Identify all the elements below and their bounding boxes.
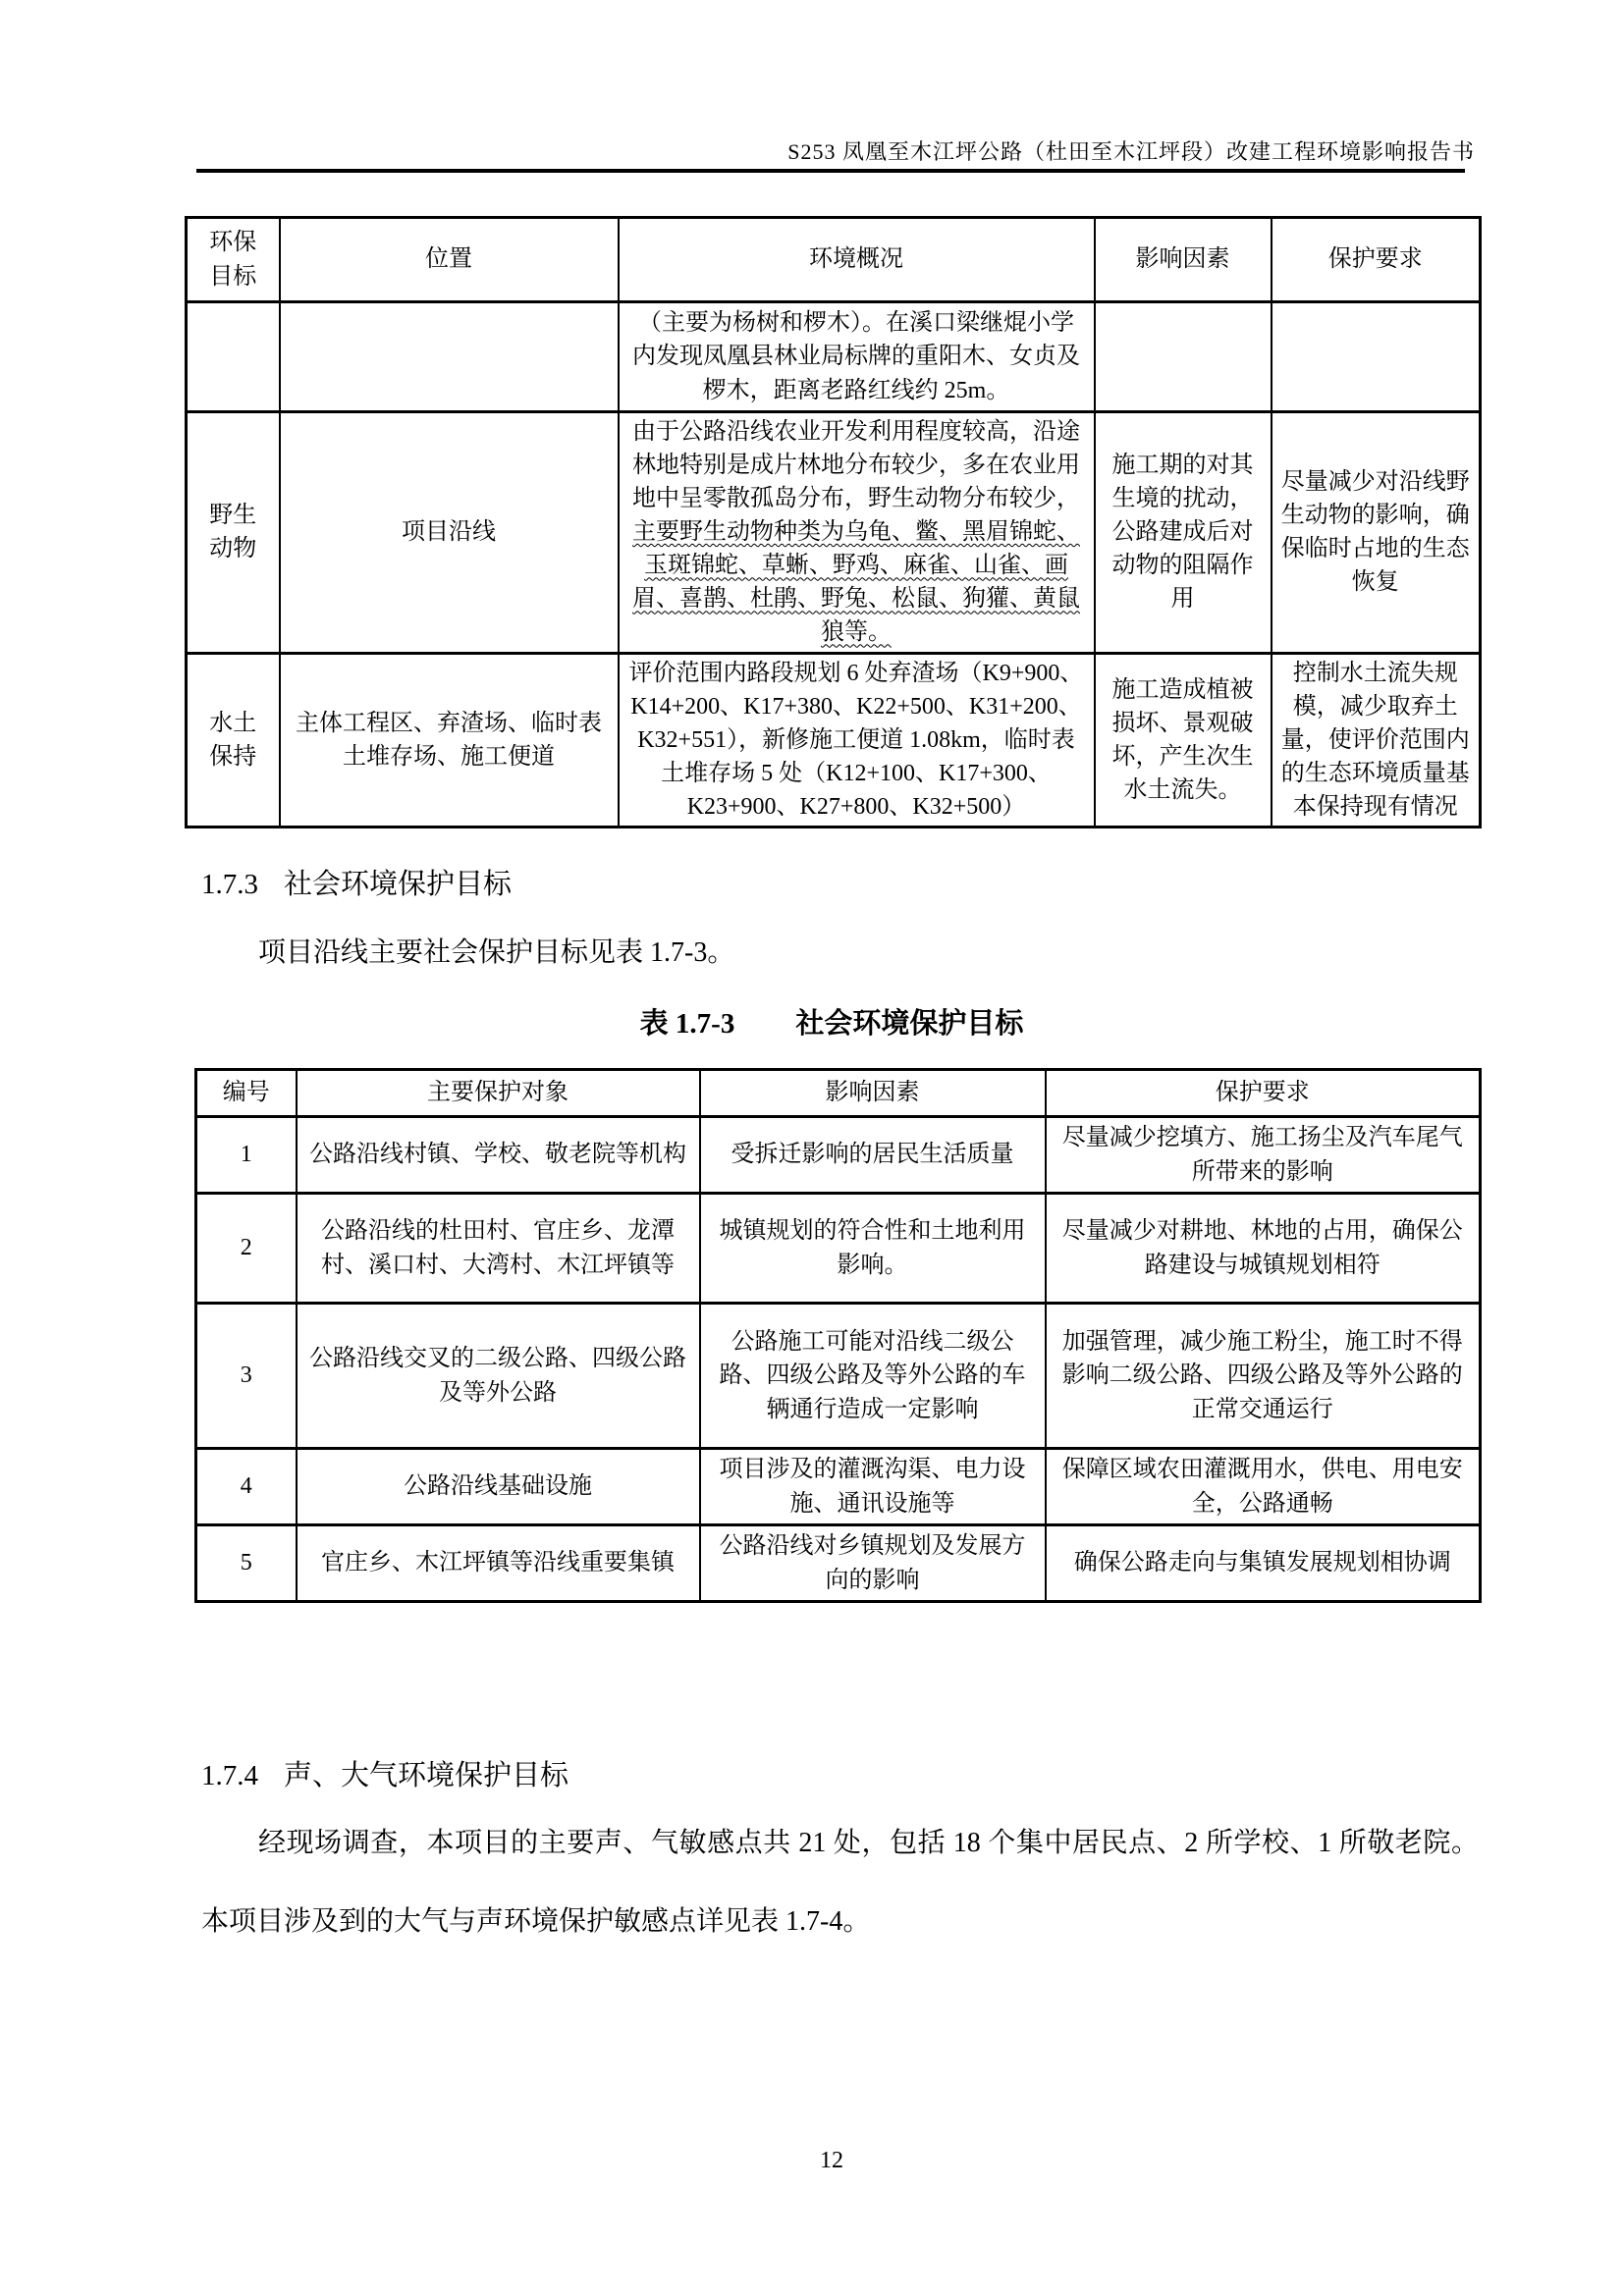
cell-requirements <box>1272 302 1481 412</box>
table-row <box>196 1117 1481 1194</box>
eco-protection-table <box>185 216 1482 828</box>
table-row <box>196 1304 1481 1449</box>
cell-requirements: 尽量减少对沿线野生动物的影响，确保临时占地的生态恢复 <box>1272 412 1481 654</box>
section-number: 1.7.3 <box>201 869 258 900</box>
cell-object: 官庄乡、木江坪镇等沿线重要集镇 <box>297 1525 700 1602</box>
cell-target: 水土保持 <box>187 653 280 827</box>
table-row <box>196 1194 1481 1304</box>
section-heading-1-7-4 <box>201 1753 568 1793</box>
report-header-title: S253 凤凰至木江坪公路（杜田至木江坪段）改建工程环境影响报告书 <box>787 139 1475 164</box>
cell-target <box>187 302 280 412</box>
cell-object: 公路沿线基础设施 <box>297 1449 700 1525</box>
table-row <box>187 653 1481 827</box>
cell-location: 项目沿线 <box>280 412 619 654</box>
column-header-location: 位置 <box>280 218 619 302</box>
page-number: 12 <box>820 2148 843 2173</box>
cell-factors: 公路沿线对乡镇规划及发展方向的影响 <box>700 1525 1046 1602</box>
cell-requirements: 加强管理，减少施工粉尘，施工时不得影响二级公路、四级公路及等外公路的正常交通运行 <box>1046 1304 1481 1449</box>
cell-overview: 评价范围内路段规划 6 处弃渣场（K9+900、K14+200、K17+380、K22+500、K31+200、K32+551），新修施工便道 1.08km，临时表土堆存场 5 处（K12+100、K17+300、K23+900、K27+800、K32+500） <box>619 653 1095 827</box>
cell-id: 5 <box>196 1525 297 1602</box>
cell-id: 2 <box>196 1194 297 1304</box>
cell-id: 1 <box>196 1117 297 1194</box>
cell-id: 3 <box>196 1304 297 1449</box>
column-header-id: 编号 <box>196 1070 297 1117</box>
table-header-row <box>196 1070 1481 1117</box>
cell-factors <box>1095 302 1272 412</box>
cell-factors: 公路施工可能对沿线二级公路、四级公路及等外公路的车辆通行造成一定影响 <box>700 1304 1046 1449</box>
column-header-requirements: 保护要求 <box>1272 218 1481 302</box>
column-header-factors: 影响因素 <box>1095 218 1272 302</box>
cell-factors: 城镇规划的符合性和土地利用影响。 <box>700 1194 1046 1304</box>
table-row <box>187 302 1481 412</box>
body-paragraph: 经现场调查，本项目的主要声、气敏感点共 21 处，包括 18 个集中居民点、2 所学校、1 所敬老院。本项目涉及到的大气与声环境保护敏感点详见表 1.7-4。 <box>201 1828 1479 1937</box>
cell-requirements: 尽量减少挖填方、施工扬尘及汽车尾气所带来的影响 <box>1046 1117 1481 1194</box>
table-row <box>196 1449 1481 1525</box>
cell-location: 主体工程区、弃渣场、临时表土堆存场、施工便道 <box>280 653 619 827</box>
overview-species-underlined: 主要野生动物种类为乌龟、鳖、黑眉锦蛇、玉斑锦蛇、草蜥、野鸡、麻雀、山雀、画眉、喜鹊、杜鹃、野兔、松鼠、狗獾、黄鼠狼等。 <box>632 519 1080 646</box>
table-caption <box>185 1001 1479 1041</box>
social-protection-table <box>194 1068 1482 1603</box>
header-divider <box>196 169 1465 173</box>
cell-requirements: 控制水土流失规模，减少取弃土量，使评价范围内的生态环境质量基本保持现有情况 <box>1272 653 1481 827</box>
cell-factors: 受拆迁影响的居民生活质量 <box>700 1117 1046 1194</box>
column-header-factors: 影响因素 <box>700 1070 1046 1117</box>
cell-requirements: 尽量减少对耕地、林地的占用，确保公路建设与城镇规划相符 <box>1046 1194 1481 1304</box>
cell-overview: （主要为杨树和椤木）。在溪口梁继焜小学内发现凤凰县林业局标牌的重阳木、女贞及椤木，距离老路红线约 25m。 <box>619 302 1095 412</box>
cell-object: 公路沿线交叉的二级公路、四级公路及等外公路 <box>297 1304 700 1449</box>
table-row <box>187 412 1481 654</box>
cell-factors: 项目涉及的灌溉沟渠、电力设施、通讯设施等 <box>700 1449 1046 1525</box>
cell-object: 公路沿线村镇、学校、敬老院等机构 <box>297 1117 700 1194</box>
cell-requirements: 保障区域农田灌溉用水，供电、用电安全，公路通畅 <box>1046 1449 1481 1525</box>
section-heading-1-7-3 <box>201 862 512 902</box>
section-title: 声、大气环境保护目标 <box>284 1760 569 1791</box>
column-header-requirements: 保护要求 <box>1046 1070 1481 1117</box>
column-header-overview: 环境概况 <box>619 218 1095 302</box>
column-header-object: 主要保护对象 <box>297 1070 700 1117</box>
caption-title: 社会环境保护目标 <box>795 1008 1024 1040</box>
body-paragraph: 项目沿线主要社会保护目标见表 1.7-3。 <box>258 937 735 968</box>
cell-object: 公路沿线的杜田村、官庄乡、龙潭村、溪口村、大湾村、木江坪镇等 <box>297 1194 700 1304</box>
cell-location <box>280 302 619 412</box>
table-header-row <box>187 218 1481 302</box>
cell-requirements: 确保公路走向与集镇发展规划相协调 <box>1046 1525 1481 1602</box>
column-header-target: 环保目标 <box>187 218 280 302</box>
cell-id: 4 <box>196 1449 297 1525</box>
cell-target: 野生动物 <box>187 412 280 654</box>
cell-factors: 施工造成植被损坏、景观破坏，产生次生水土流失。 <box>1095 653 1272 827</box>
table-row <box>196 1525 1481 1602</box>
overview-text: 由于公路沿线农业开发利用程度较高，沿途林地特别是成片林地分布较少，多在农业用地中呈零散孤岛分布，野生动物分布较少， <box>632 419 1080 512</box>
section-number: 1.7.4 <box>201 1760 258 1791</box>
caption-label: 表 1.7-3 <box>639 1008 735 1040</box>
section-title: 社会环境保护目标 <box>284 869 513 900</box>
cell-factors: 施工期的对其生境的扰动，公路建成后对动物的阻隔作用 <box>1095 412 1272 654</box>
cell-overview <box>619 412 1095 654</box>
